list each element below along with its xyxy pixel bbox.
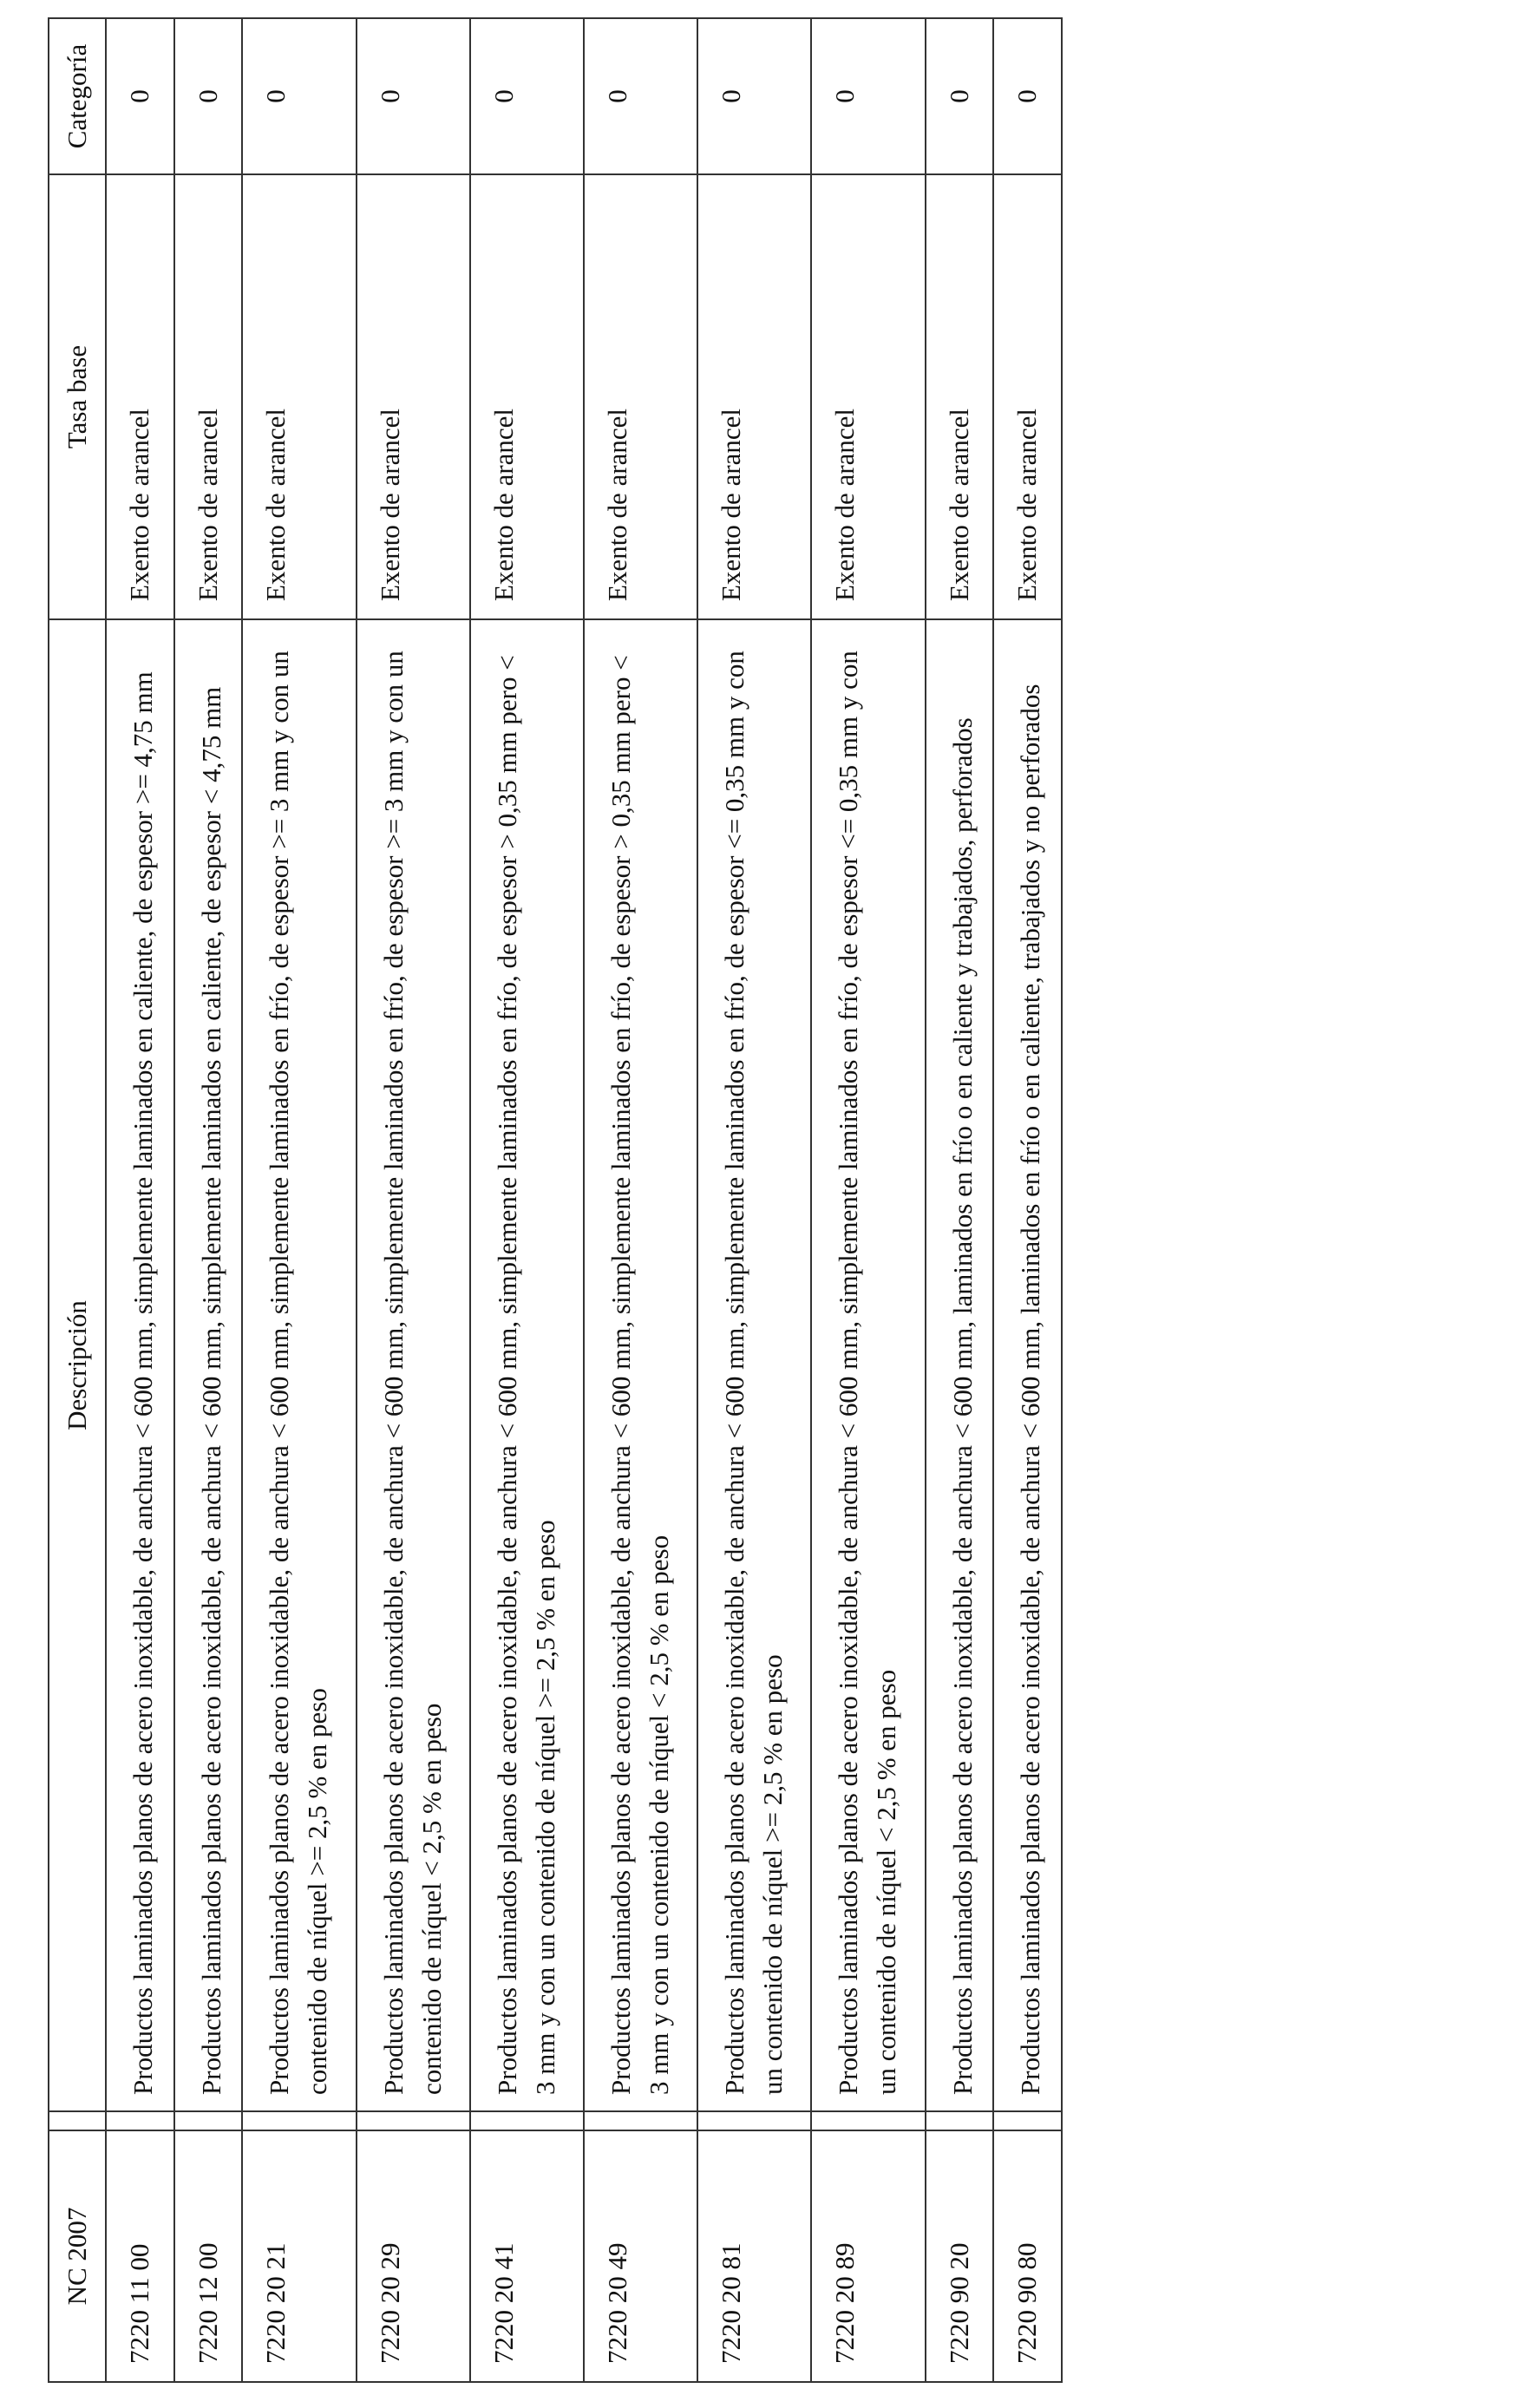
table-row: [470, 18, 584, 2382]
row-category: 0: [584, 18, 697, 174]
row-category: 0: [926, 18, 994, 174]
row-rate: Exento de arancel: [106, 174, 174, 619]
row-category: 0: [993, 18, 1062, 174]
row-rate: Exento de arancel: [357, 174, 470, 619]
row-code: 7220 20 29: [357, 2130, 470, 2382]
row-description: Productos laminados planos de acero inoxidable, de anchura < 600 mm, simplemente laminados en frío, de espesor >= 3 mm y con un contenido de níquel < 2,5 % en peso: [357, 619, 470, 2111]
row-code: 7220 20 81: [697, 2130, 811, 2382]
row-code: 7220 12 00: [174, 2130, 243, 2382]
row-spacer: [357, 2111, 470, 2130]
header-rate: Tasa base: [49, 174, 106, 619]
row-spacer: [242, 2111, 356, 2130]
row-code: 7220 20 89: [811, 2130, 925, 2382]
table-row: [106, 18, 174, 2382]
row-code: 7220 20 21: [242, 2130, 356, 2382]
table-row: [811, 18, 925, 2382]
row-code: 7220 20 49: [584, 2130, 697, 2382]
row-rate: Exento de arancel: [926, 174, 994, 619]
row-spacer: [926, 2111, 994, 2130]
header-description: Descripción: [49, 619, 106, 2111]
row-code: 7220 90 20: [926, 2130, 994, 2382]
row-rate: Exento de arancel: [584, 174, 697, 619]
row-spacer: [174, 2111, 243, 2130]
row-description: Productos laminados planos de acero inoxidable, de anchura < 600 mm, laminados en frío o en caliente, trabajados y no perforados: [993, 619, 1062, 2111]
header-category: Categoría: [49, 18, 106, 174]
row-code: 7220 20 41: [470, 2130, 584, 2382]
header-row: [49, 18, 106, 2382]
row-category: 0: [811, 18, 925, 174]
row-description: Productos laminados planos de acero inoxidable, de anchura < 600 mm, simplemente laminados en frío, de espesor > 0,35 mm pero < 3 mm y con un contenido de níquel < 2,5 % en peso: [584, 619, 697, 2111]
table-row: [993, 18, 1062, 2382]
row-category: 0: [470, 18, 584, 174]
table-row: [242, 18, 356, 2382]
row-rate: Exento de arancel: [242, 174, 356, 619]
row-spacer: [993, 2111, 1062, 2130]
row-category: 0: [697, 18, 811, 174]
row-spacer: [106, 2111, 174, 2130]
row-code: 7220 11 00: [106, 2130, 174, 2382]
row-description: Productos laminados planos de acero inoxidable, de anchura < 600 mm, simplemente laminados en caliente, de espesor >= 4,75 mm: [106, 619, 174, 2111]
row-description: Productos laminados planos de acero inoxidable, de anchura < 600 mm, simplemente laminados en frío, de espesor <= 0,35 mm y con un contenido de níquel < 2,5 % en peso: [811, 619, 925, 2111]
header-code: NC 2007: [49, 2130, 106, 2382]
tariff-table: [48, 17, 1063, 2383]
row-rate: Exento de arancel: [993, 174, 1062, 619]
row-description: Productos laminados planos de acero inoxidable, de anchura < 600 mm, simplemente laminados en caliente, de espesor < 4,75 mm: [174, 619, 243, 2111]
row-rate: Exento de arancel: [470, 174, 584, 619]
row-description: Productos laminados planos de acero inoxidable, de anchura < 600 mm, simplemente laminados en frío, de espesor > 0,35 mm pero < 3 mm y con un contenido de níquel >= 2,5 % en peso: [470, 619, 584, 2111]
row-category: 0: [174, 18, 243, 174]
table-row: [926, 18, 994, 2382]
header-spacer: [49, 2111, 106, 2130]
table-row: [697, 18, 811, 2382]
row-rate: Exento de arancel: [811, 174, 925, 619]
row-category: 0: [357, 18, 470, 174]
row-category: 0: [106, 18, 174, 174]
row-description: Productos laminados planos de acero inoxidable, de anchura < 600 mm, simplemente laminados en frío, de espesor <= 0,35 mm y con un contenido de níquel >= 2,5 % en peso: [697, 619, 811, 2111]
row-spacer: [811, 2111, 925, 2130]
row-code: 7220 90 80: [993, 2130, 1062, 2382]
row-spacer: [470, 2111, 584, 2130]
table-row: [357, 18, 470, 2382]
table-row: [584, 18, 697, 2382]
row-category: 0: [242, 18, 356, 174]
row-spacer: [584, 2111, 697, 2130]
table-row: [174, 18, 243, 2382]
row-description: Productos laminados planos de acero inoxidable, de anchura < 600 mm, laminados en frío o en caliente y trabajados, perforados: [926, 619, 994, 2111]
row-rate: Exento de arancel: [697, 174, 811, 619]
row-spacer: [697, 2111, 811, 2130]
row-description: Productos laminados planos de acero inoxidable, de anchura < 600 mm, simplemente laminados en frío, de espesor >= 3 mm y con un contenido de níquel >= 2,5 % en peso: [242, 619, 356, 2111]
row-rate: Exento de arancel: [174, 174, 243, 619]
rotated-page: [48, 19, 1063, 2383]
